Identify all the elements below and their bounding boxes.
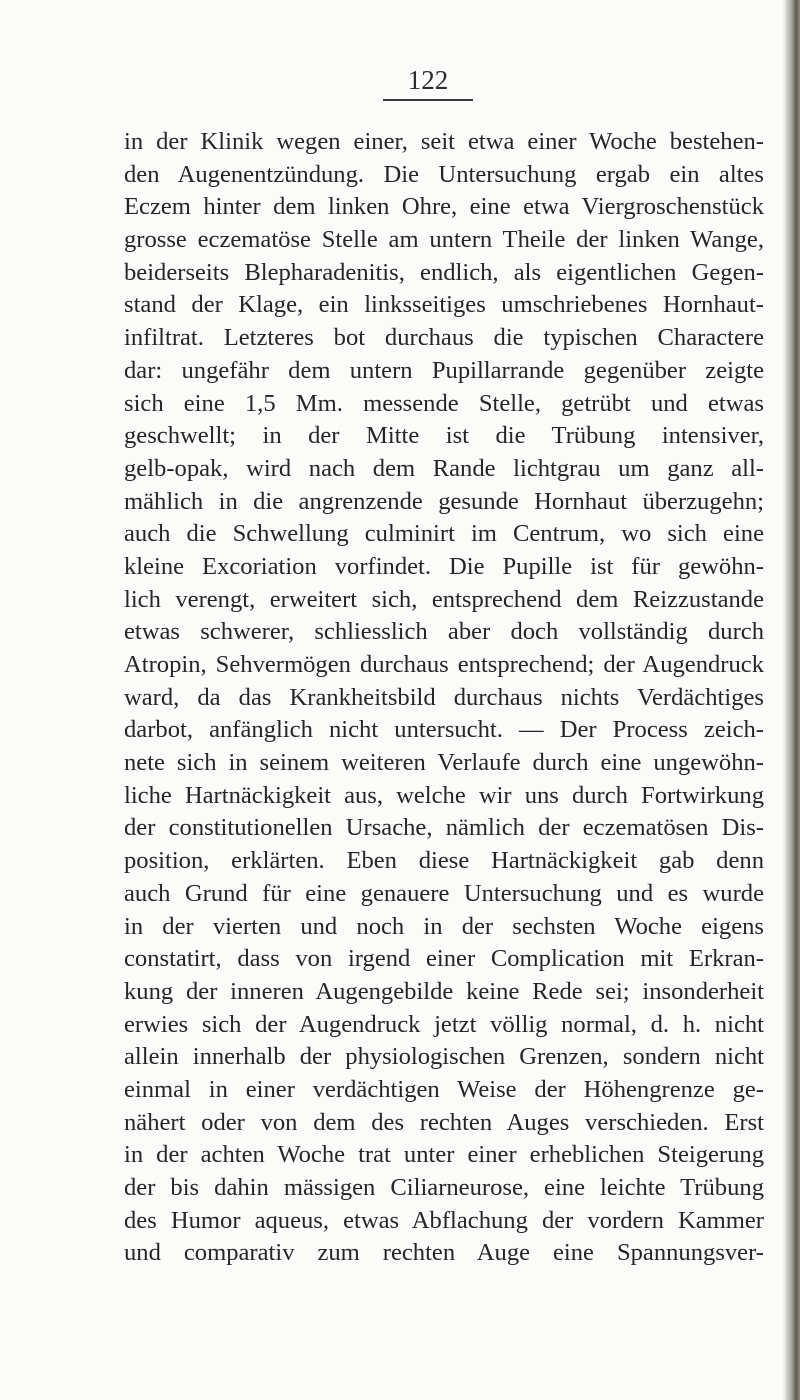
text-line: nähert oder von dem des rechten Auges verschieden. Erst	[124, 1108, 764, 1136]
text-line: in der vierten und noch in der sechsten Woche eigens	[124, 912, 764, 940]
text-line: etwas schwerer, schliesslich aber doch vollständig durch	[124, 618, 764, 646]
page-edge-shadow	[786, 0, 800, 1400]
text-line: stand der Klage, ein linksseitiges umschriebenes Hornhaut-	[124, 291, 764, 319]
text-line: lich verengt, erweitert sich, entsprechend dem Reizzustande	[124, 585, 764, 613]
text-line: dar: ungefähr dem untern Pupillarrande gegenüber zeigte	[124, 356, 764, 384]
text-line: geschwellt; in der Mitte ist die Trübung intensiver,	[124, 422, 764, 450]
body-text	[124, 126, 764, 1270]
text-line: grosse eczematöse Stelle am untern Theile der linken Wange,	[124, 226, 764, 254]
text-line: einmal in einer verdächtigen Weise der Höhengrenze ge-	[124, 1075, 764, 1103]
text-line: erwies sich der Augendruck jetzt völlig normal, d. h. nicht	[124, 1010, 764, 1038]
text-line: kung der inneren Augengebilde keine Rede sei; insonderheit	[124, 977, 764, 1005]
text-line: infiltrat. Letzteres bot durchaus die typischen Charactere	[124, 324, 764, 352]
text-line: auch Grund für eine genauere Untersuchung und es wurde	[124, 879, 764, 907]
text-line: kleine Excoriation vorfindet. Die Pupille ist für gewöhn-	[124, 552, 764, 580]
text-line: darbot, anfänglich nicht untersucht. — Der Process zeich-	[124, 716, 764, 744]
text-line: Eczem hinter dem linken Ohre, eine etwa Viergroschenstück	[124, 193, 764, 221]
text-line: des Humor aqueus, etwas Abflachung der vordern Kammer	[124, 1206, 764, 1234]
page-number: 122	[407, 65, 449, 95]
text-line: auch die Schwellung culminirt im Centrum, wo sich eine	[124, 520, 764, 548]
text-line: position, erklärten. Eben diese Hartnäckigkeit gab denn	[124, 847, 764, 875]
text-line: nete sich in seinem weiteren Verlaufe durch eine ungewöhn-	[124, 749, 764, 777]
text-line: sich eine 1,5 Mm. messende Stelle, getrübt und etwas	[124, 389, 764, 417]
text-line: mählich in die angrenzende gesunde Hornhaut überzugehn;	[124, 487, 764, 515]
text-line: beiderseits Blepharadenitis, endlich, als eigentlichen Gegen-	[124, 258, 764, 286]
text-line: constatirt, dass von irgend einer Complication mit Erkran-	[124, 945, 764, 973]
text-line: in der Klinik wegen einer, seit etwa einer Woche bestehen-	[124, 128, 764, 155]
text-line: liche Hartnäckigkeit aus, welche wir uns durch Fortwirkung	[124, 781, 764, 809]
text-line: den Augenentzündung. Die Untersuchung ergab ein altes	[124, 160, 764, 188]
text-line: und comparativ zum rechten Auge eine Spannungsver-	[124, 1239, 764, 1267]
text-line: Atropin, Sehvermögen durchaus entsprechend; der Augendruck	[124, 651, 764, 678]
page-number-rule	[383, 99, 473, 101]
text-line: der bis dahin mässigen Ciliarneurose, eine leichte Trübung	[124, 1174, 764, 1201]
text-line: der constitutionellen Ursache, nämlich der eczematösen Dis-	[124, 814, 764, 842]
text-line: gelb-opak, wird nach dem Rande lichtgrau um ganz all-	[124, 454, 764, 482]
text-line: in der achten Woche trat unter einer erheblichen Steigerung	[124, 1141, 764, 1169]
text-line: allein innerhalb der physiologischen Grenzen, sondern nicht	[124, 1043, 764, 1071]
text-line: ward, da das Krankheitsbild durchaus nichts Verdächtiges	[124, 683, 764, 711]
